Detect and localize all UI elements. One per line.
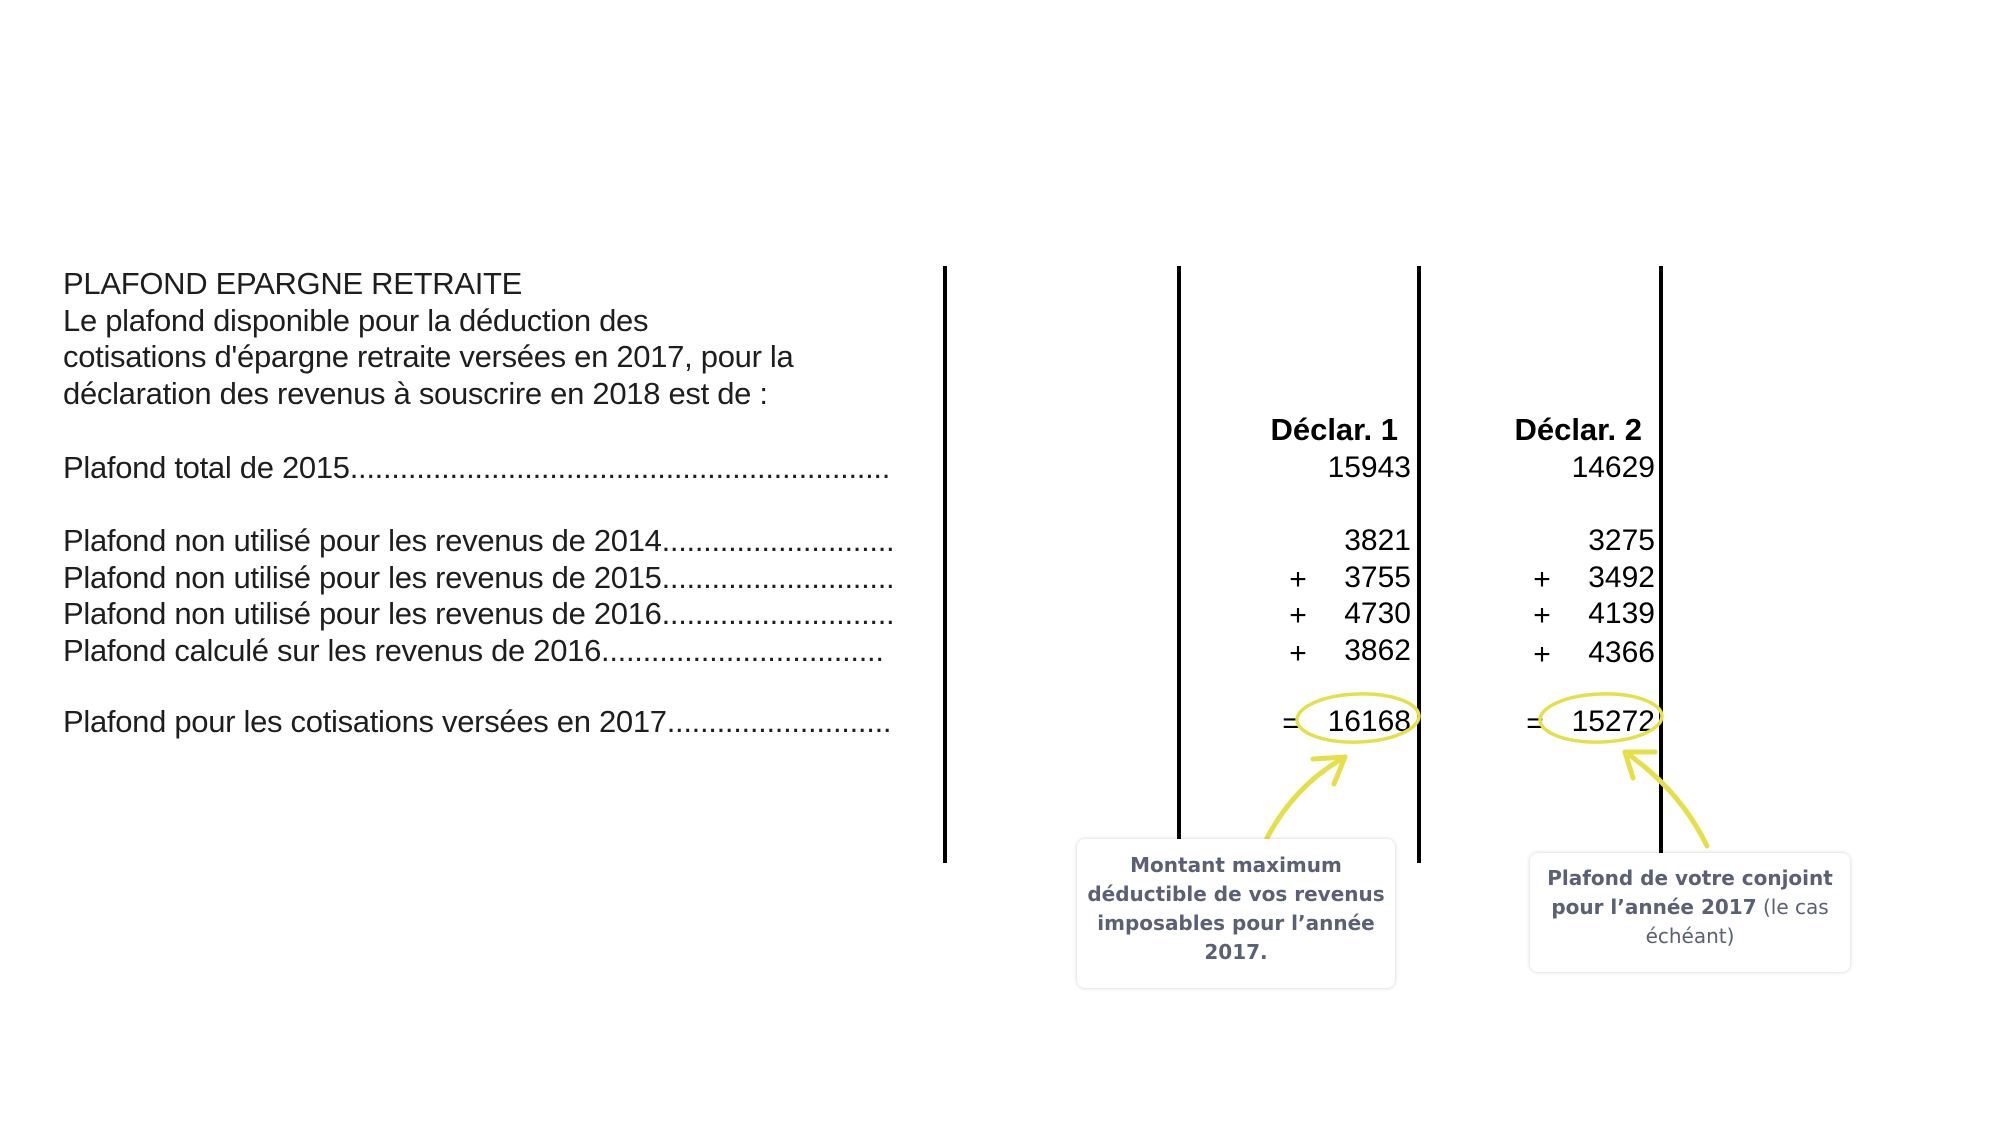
callout-line: Plafond de votre conjoint — [1547, 866, 1833, 890]
value-declar-2: 3492 — [1588, 561, 1655, 594]
plus-operator: + — [1533, 638, 1551, 671]
intro-line: cotisations d'épargne retraite versées en 2017, pour la — [63, 339, 794, 374]
row-label: Plafond non utilisé pour les revenus de 2015............................ — [63, 560, 895, 595]
column-header-declar-1: Déclar. 1 — [1270, 412, 1398, 447]
intro-line: déclaration des revenus à souscrire en 2018 est de : — [63, 375, 768, 411]
row-label: Plafond non utilisé pour les revenus de 2014............................ — [63, 523, 895, 558]
callout-line: Montant maximum — [1130, 853, 1342, 877]
callout-max-deductible — [1077, 839, 1395, 988]
value-declar-1: 15943 — [1327, 451, 1411, 484]
plus-operator: + — [1289, 563, 1307, 596]
callout-line-bold: pour l’année 2017 — [1551, 895, 1757, 919]
column-header-declar-2: Déclar. 2 — [1514, 412, 1642, 447]
total-declar-1: 16168 — [1327, 705, 1411, 738]
arrow-icon — [1267, 757, 1345, 838]
plus-operator: + — [1289, 637, 1307, 670]
value-declar-2: 14629 — [1571, 451, 1655, 484]
row-label-total: Plafond pour les cotisations versées en 2017........................... — [63, 704, 892, 739]
document-title: PLAFOND EPARGNE RETRAITE — [63, 266, 523, 301]
plus-operator: + — [1533, 599, 1551, 632]
highlight-circle-declar-2 — [1539, 692, 1663, 744]
callout-spouse-plafond — [1530, 853, 1850, 972]
row-label: Plafond calculé sur les revenus de 2016.................................. — [63, 633, 884, 668]
value-declar-1: 4730 — [1344, 597, 1411, 630]
value-declar-1: 3755 — [1344, 561, 1411, 594]
value-declar-2: 4366 — [1588, 636, 1655, 669]
equals-operator: = — [1282, 707, 1300, 740]
plus-operator: + — [1289, 599, 1307, 632]
value-declar-1: 3821 — [1344, 524, 1411, 557]
callout-line: déductible de vos revenus — [1087, 882, 1385, 906]
equals-operator: = — [1526, 707, 1544, 740]
total-declar-2: 15272 — [1571, 705, 1655, 738]
callout-line: imposables pour l’année — [1097, 911, 1375, 935]
row-label: Plafond non utilisé pour les revenus de 2016............................ — [63, 596, 895, 631]
value-declar-2: 4139 — [1588, 597, 1655, 630]
value-declar-2: 3275 — [1588, 524, 1655, 557]
arrow-icon — [1625, 752, 1707, 846]
value-declar-1: 3862 — [1344, 634, 1411, 667]
callout-line-normal: (le cas — [1756, 895, 1829, 919]
intro-line: Le plafond disponible pour la déduction des — [63, 302, 649, 338]
plus-operator: + — [1533, 563, 1551, 596]
callout-line: échéant) — [1645, 924, 1735, 948]
callout-line: 2017. — [1204, 940, 1268, 964]
row-label: Plafond total de 2015................................................................. — [63, 450, 891, 485]
highlight-circle-declar-1 — [1296, 692, 1420, 744]
